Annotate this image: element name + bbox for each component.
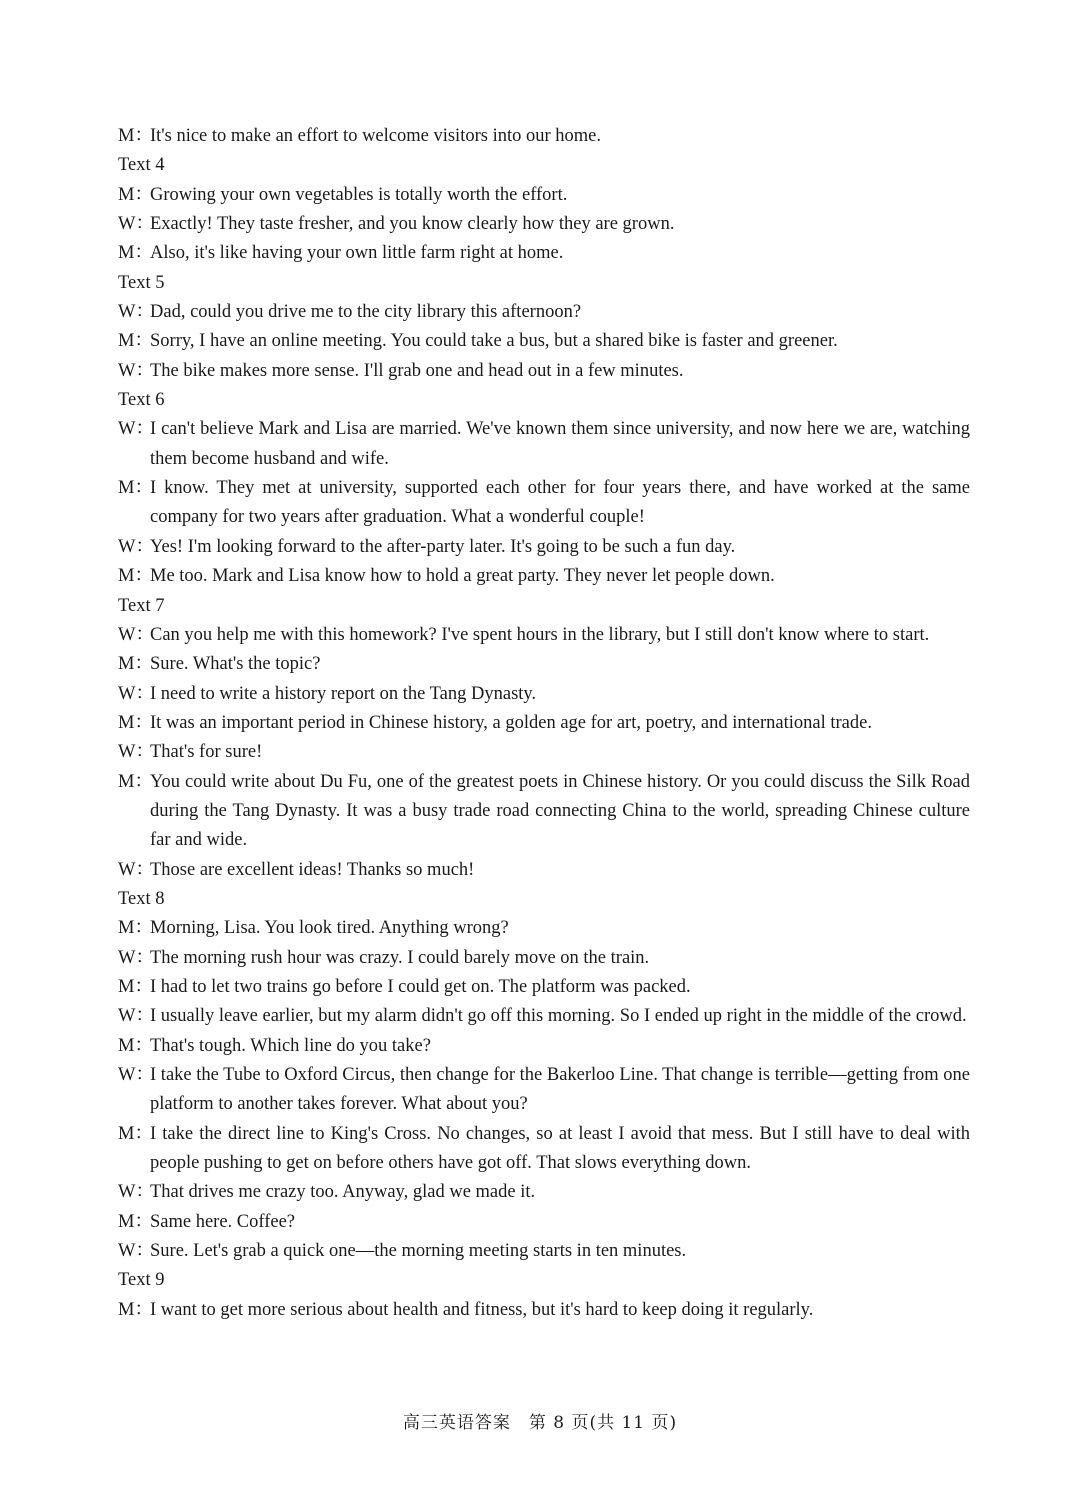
dialog-line [118,122,970,151]
dialog-line [118,533,970,562]
utterance-text: Me too. Mark and Lisa know how to hold a great party. They never let people down. [150,566,775,587]
dialog-line [118,621,970,650]
speaker-label: M： [118,1299,153,1320]
utterance-text: Dad, could you drive me to the city library this afternoon? [150,302,582,323]
speaker-label: W： [118,1006,154,1027]
dialog-line [118,1120,970,1179]
speaker-label: M： [118,771,153,792]
dialog-line [118,738,970,767]
dialog-line [118,1002,970,1031]
section-heading: Text 6 [118,390,165,411]
dialog-line [118,1296,970,1325]
speaker-label: W： [118,214,154,235]
dialog-line [118,1032,970,1061]
speaker-label: M： [118,566,153,587]
utterance-text: Can you help me with this homework? I've spent hours in the library, but I still don't know where to start. [150,624,930,645]
utterance-text: I usually leave earlier, but my alarm didn't go off this morning. So I ended up right in the middle of the crowd. [150,1006,967,1027]
speaker-label: W： [118,1241,154,1262]
speaker-label: M： [118,184,153,205]
speaker-label: M： [118,126,153,146]
dialog-line [118,327,970,356]
utterance-text: Same here. Coffee? [150,1211,296,1232]
speaker-label: W： [118,683,154,704]
dialog-line [118,944,970,973]
speaker-label: M： [118,331,153,352]
speaker-label: W： [118,419,154,440]
utterance-text: I take the direct line to King's Cross. No changes, so at least I avoid that mess. But I still have to deal with people pushing to get on before others have got off. That slows everything down. [150,1123,970,1174]
dialog-line [118,856,970,885]
dialog-line [118,973,970,1002]
utterance-text: The bike makes more sense. I'll grab one and head out in a few minutes. [150,360,684,381]
utterance-text: I need to write a history report on the Tang Dynasty. [150,683,537,704]
utterance-text: I had to let two trains go before I could get on. The platform was packed. [150,976,691,997]
utterance-text: That's for sure! [150,742,263,763]
speaker-label: W： [118,947,154,968]
utterance-text: It's nice to make an effort to welcome visitors into our home. [150,126,601,146]
speaker-label: M： [118,1211,153,1232]
speaker-label: W： [118,536,154,557]
dialog-line [118,768,970,856]
speaker-label: W： [118,1065,154,1085]
section-heading: Text 8 [118,888,165,909]
speaker-label: M： [118,976,153,997]
section-heading: Text 7 [118,595,165,616]
utterance-text: That's tough. Which line do you take? [150,1035,431,1056]
dialog-line [118,298,970,327]
speaker-label: W： [118,1182,154,1203]
utterance-text: Also, it's like having your own little farm right at home. [150,243,564,264]
dialog-line [118,680,970,709]
speaker-label: M： [118,478,153,499]
dialog-line [118,914,970,943]
dialog-line [118,1061,970,1120]
utterance-text: I know. They met at university, supported each other for four years there, and have worked at the same company for two years after graduation. What a wonderful couple! [150,478,970,528]
utterance-text: Yes! I'm looking forward to the after-party later. It's going to be such a fun day. [150,536,736,557]
utterance-text: Sorry, I have an online meeting. You could take a bus, but a shared bike is faster and greener. [150,331,838,352]
utterance-text: Those are excellent ideas! Thanks so much! [150,859,475,880]
dialog-line [118,709,970,738]
speaker-label: M： [118,918,153,939]
page-footer: 高三英语答案 第 8 页(共 11 页) [402,1413,678,1433]
dialog-line [118,415,970,474]
utterance-text: The morning rush hour was crazy. I could barely move on the train. [150,947,650,968]
section-heading: Text 9 [118,1270,165,1291]
speaker-label: W： [118,859,154,880]
dialog-line [118,357,970,386]
dialog-line [118,1237,970,1266]
speaker-label: M： [118,712,153,733]
dialog-line [118,210,970,239]
dialog-line [118,1208,970,1237]
utterance-text: Sure. What's the topic? [150,654,321,675]
dialog-line [118,474,970,533]
dialog-line [118,1178,970,1207]
section-heading: Text 4 [118,155,165,176]
utterance-text: I want to get more serious about health and fitness, but it's hard to keep doing it regularly. [150,1299,814,1320]
dialog-line [118,562,970,591]
transcript-body [118,122,970,1325]
utterance-text: I take the Tube to Oxford Circus, then change for the Bakerloo Line. That change is terrible—getting from one platform to another takes forever. What about you? [150,1065,970,1115]
speaker-label: W： [118,624,154,645]
speaker-label: M： [118,1035,153,1056]
speaker-label: W： [118,742,154,763]
utterance-text: I can't believe Mark and Lisa are married. We've known them since university, and now here we are, watching them become husband and wife. [150,419,970,469]
speaker-label: W： [118,302,154,323]
utterance-text: Sure. Let's grab a quick one—the morning meeting starts in ten minutes. [150,1241,687,1262]
speaker-label: M： [118,654,153,675]
section-heading: Text 5 [118,272,165,293]
speaker-label: M： [118,1123,153,1144]
speaker-label: W： [118,360,154,381]
dialog-line [118,181,970,210]
utterance-text: You could write about Du Fu, one of the greatest poets in Chinese history. Or you could discuss the Silk Road during the Tang Dynasty. It was a busy trade road connecting China to the world, spreading Chinese culture far and wide. [150,771,970,851]
utterance-text: That drives me crazy too. Anyway, glad we made it. [150,1182,536,1203]
dialog-line [118,239,970,268]
utterance-text: Growing your own vegetables is totally worth the effort. [150,184,568,205]
dialog-line [118,650,970,679]
speaker-label: M： [118,243,153,264]
utterance-text: Morning, Lisa. You look tired. Anything wrong? [150,918,509,939]
utterance-text: Exactly! They taste fresher, and you know clearly how they are grown. [150,214,675,235]
utterance-text: It was an important period in Chinese history, a golden age for art, poetry, and international trade. [150,712,872,733]
